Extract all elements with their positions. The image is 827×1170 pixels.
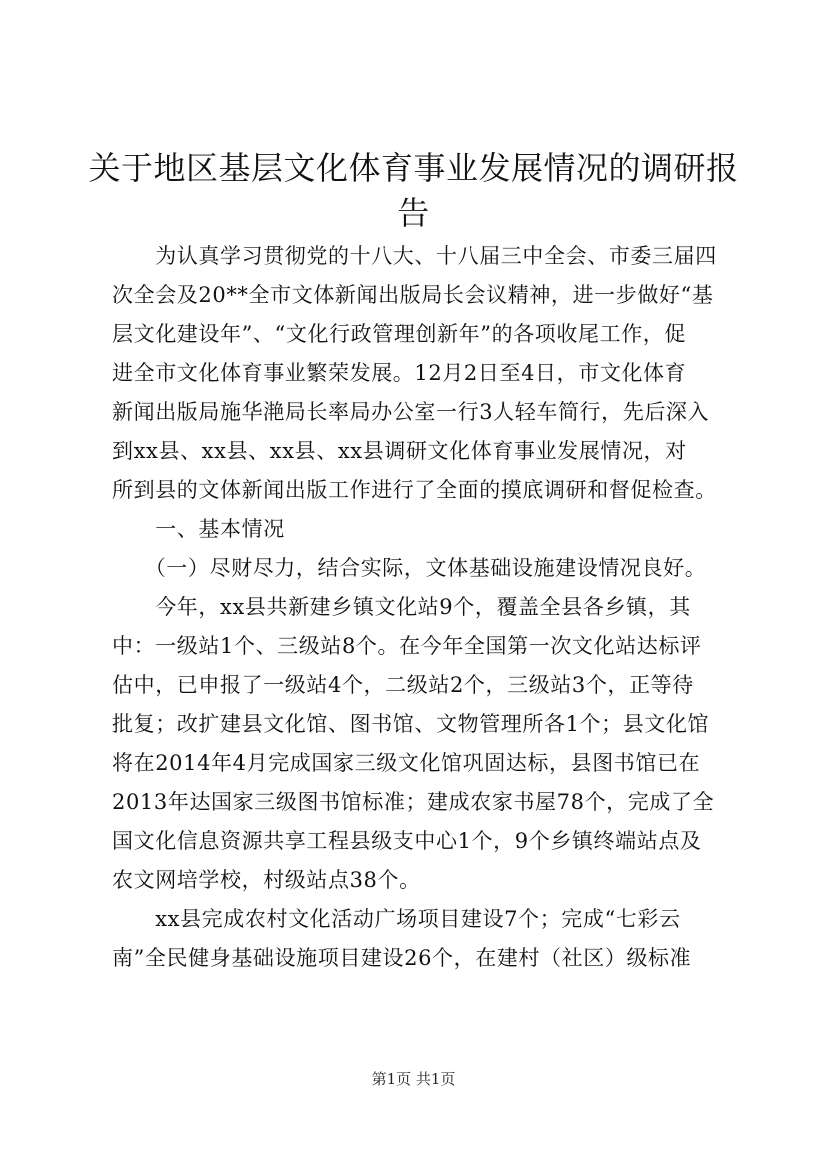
page-footer: 第1页 共1页 bbox=[371, 1070, 456, 1088]
document-title-line-2: 告 bbox=[397, 194, 430, 232]
body-line: 新闻出版局施华滟局长率局办公室一行3人轻车简行，先后深入 bbox=[112, 400, 710, 424]
body-line: 中：一级站1个、三级站8个。在今年全国第一次文化站达标评 bbox=[112, 634, 702, 658]
document-body bbox=[112, 237, 732, 978]
body-line: 2013年达国家三级图书馆标准；建成农家书屋78个，完成了全 bbox=[112, 790, 715, 814]
subsection-heading: （一）尽财尽力，结合实际，文体基础设施建设情况良好。 bbox=[112, 556, 707, 580]
body-line: 为认真学习贯彻党的十八大、十八届三中全会、市委三届四 bbox=[112, 244, 717, 268]
body-line: 农文网培学校，村级站点38个。 bbox=[112, 868, 421, 892]
body-line: 今年，xx县共新建乡镇文化站9个，覆盖全县各乡镇，其 bbox=[112, 595, 691, 619]
body-line: 批复；改扩建县文化馆、图书馆、文物管理所各1个；县文化馆 bbox=[112, 712, 710, 736]
body-line: 进全市文化体育事业繁荣发展。12月2日至4日，市文化体育 bbox=[112, 361, 687, 385]
body-line: 国文化信息资源共享工程县级支中心1个，9个乡镇终端站点及 bbox=[112, 829, 702, 853]
body-line: xx县完成农村文化活动广场项目建设7个；完成“七彩云 bbox=[112, 907, 681, 931]
section-heading: 一、基本情况 bbox=[112, 517, 285, 541]
body-line: 南”全民健身基础设施项目建设26个，在建村（社区）级标准 bbox=[112, 946, 692, 970]
document-title-line-1: 关于地区基层文化体育事业发展情况的调研报 bbox=[88, 149, 739, 187]
body-line: 估中，已申报了一级站4个，二级站2个，三级站3个，正等待 bbox=[112, 673, 694, 697]
body-line: 将在2014年4月完成国家三级文化馆巩固达标，县图书馆已在 bbox=[112, 751, 701, 775]
body-line: 到xx县、xx县、xx县、xx县调研文化体育事业发展情况，对 bbox=[112, 439, 687, 463]
body-line: 所到县的文体新闻出版工作进行了全面的摸底调研和督促检查。 bbox=[112, 478, 717, 502]
body-line: 次全会及20**全市文体新闻出版局长会议精神，进一步做好“基 bbox=[112, 283, 714, 307]
body-line: 层文化建设年”、“文化行政管理创新年”的各项收尾工作，促 bbox=[112, 322, 687, 346]
